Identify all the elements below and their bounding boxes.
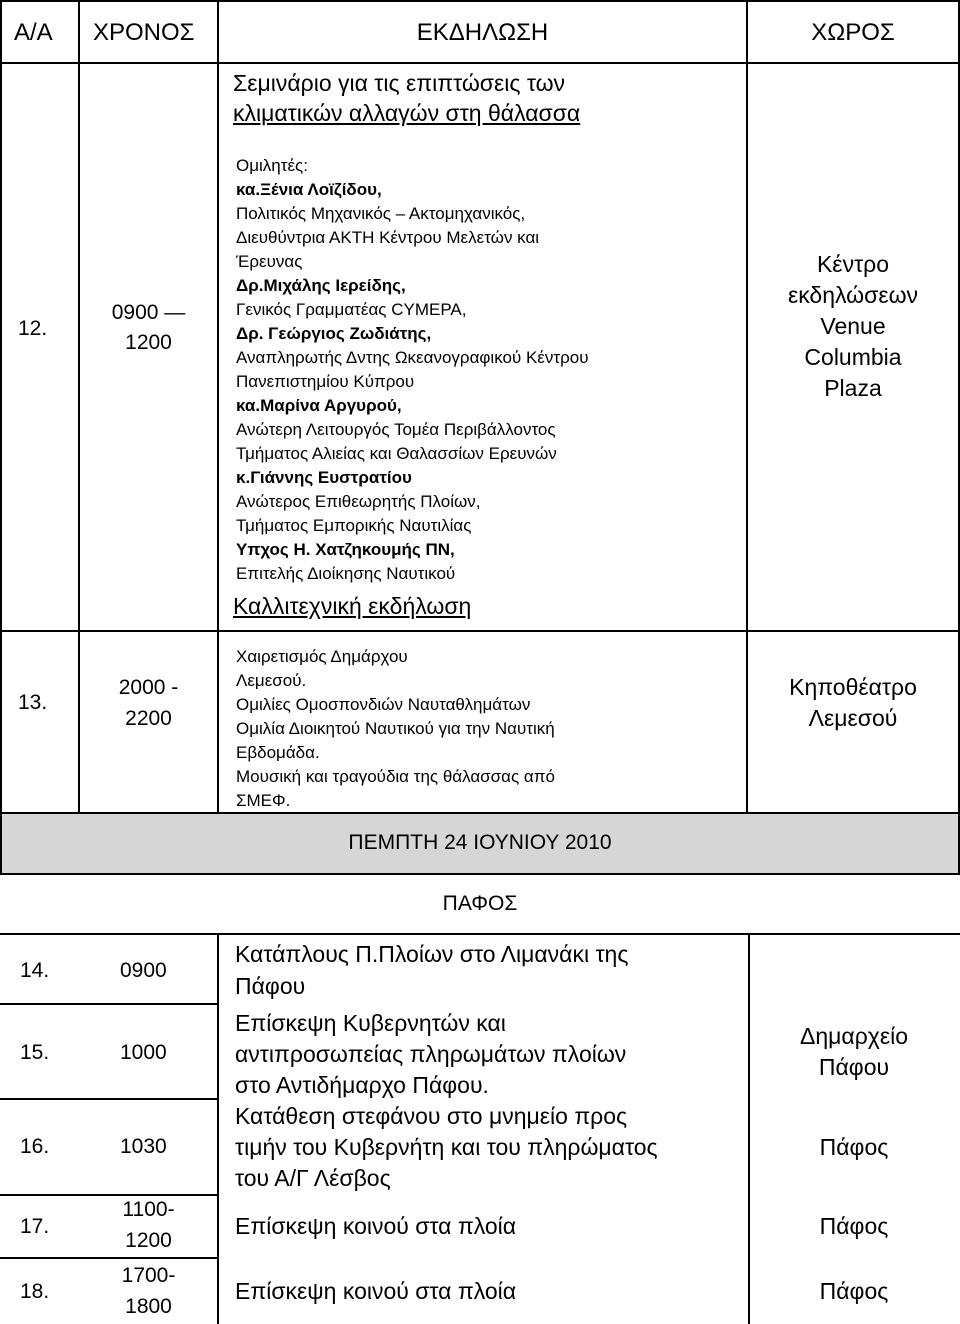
lower-col-divider-1 xyxy=(217,933,219,1324)
row13-line: Χαιρετισμός Δημάρχου xyxy=(236,647,408,666)
row13-place-line: Κηποθέατρο xyxy=(789,674,917,700)
row13-line: Ομιλία Διοικητού Ναυτικού για την Ναυτική xyxy=(236,719,555,738)
row15-place-line: Δημαρχείο xyxy=(799,1023,908,1049)
header-num: Α/Α xyxy=(14,19,53,46)
row15-event-line: αντιπροσωπείας πληρωμάτων πλοίων xyxy=(235,1041,627,1067)
row13-line: Εβδομάδα. xyxy=(236,743,320,762)
day-band-bottom xyxy=(0,873,960,875)
row12-speaker-line: Δρ. Γεώργιος Ζωδιάτης, xyxy=(236,324,432,343)
row12-time-end: 1200 xyxy=(125,331,172,354)
lower-table-top xyxy=(0,933,960,935)
row16-num: 16. xyxy=(20,1135,50,1158)
row12-speakers-label: Ομιλητές: xyxy=(236,156,308,175)
row16-event-line: Κατάθεση στεφάνου στο μνημείο προς xyxy=(235,1103,628,1129)
row-divider-12-13 xyxy=(0,630,960,632)
row12-place-line: Columbia xyxy=(804,344,902,370)
row13-line: Ομιλίες Ομοσπονδιών Ναυταθλημάτων xyxy=(236,695,531,714)
row15-num: 15. xyxy=(20,1041,50,1064)
lower-row-divider-3 xyxy=(0,1194,217,1196)
row12-title-line1: Σεμινάριο για τις επιπτώσεις των xyxy=(233,70,566,96)
header-time: ΧΡΟΝΟΣ xyxy=(93,19,195,46)
row14-time: 0900 xyxy=(120,959,167,982)
row13-place-line: Λεμεσού xyxy=(808,705,898,731)
row12-place-line: Venue xyxy=(820,313,886,339)
row12-speaker-line: Πανεπιστημίου Κύπρου xyxy=(236,372,415,391)
row18-time-start: 1700- xyxy=(121,1264,176,1287)
row17-num: 17. xyxy=(20,1215,50,1238)
day-band-top xyxy=(0,812,960,814)
row12-speaker-line: Γενικός Γραμματέας CYMEPA, xyxy=(236,300,467,319)
row13-title: Καλλιτεχνική εκδήλωση xyxy=(233,593,472,619)
row15-place-line: Πάφου xyxy=(818,1054,890,1080)
row12-num: 12. xyxy=(18,317,48,340)
row15-event-line: Επίσκεψη Κυβερνητών και xyxy=(235,1010,506,1036)
row12-speaker-line: Αναπληρωτής Δντης Ωκεανογραφικού Κέντρου xyxy=(236,348,589,367)
day-header: ΠΕΜΠΤΗ 24 ΙΟΥΝΙΟΥ 2010 xyxy=(348,831,612,854)
row12-speaker-line: Έρευνας xyxy=(236,252,303,271)
row12-speaker-line: Υπχος Η. Χατζηκουμής ΠΝ, xyxy=(236,540,455,559)
row17-time-start: 1100- xyxy=(122,1198,175,1221)
city-header: ΠΑΦΟΣ xyxy=(442,892,518,915)
row14-event-line: Κατάπλους Π.Πλοίων στο Λιμανάκι της xyxy=(235,941,629,967)
row12-speaker-line: Τμήματος Εμπορικής Ναυτιλίας xyxy=(236,516,472,535)
row18-time-end: 1800 xyxy=(125,1295,172,1318)
row12-speaker-line: Τμήματος Αλιείας και Θαλασσίων Ερευνών xyxy=(236,444,557,463)
lower-row-divider-1 xyxy=(0,1003,217,1005)
row13-num: 13. xyxy=(18,691,48,714)
row13-time-start: 2000 - xyxy=(118,676,179,699)
header-place: ΧΩΡΟΣ xyxy=(811,19,895,46)
lower-col-divider-2 xyxy=(748,933,750,1324)
row12-place-line: Plaza xyxy=(824,375,882,401)
row18-event: Επίσκεψη κοινού στα πλοία xyxy=(235,1278,517,1304)
header-event: ΕΚΔΗΛΩΣΗ xyxy=(416,19,549,46)
row12-speaker-line: κ.Γιάννης Ευστρατίου xyxy=(236,468,412,487)
row12-speaker-line: Πολιτικός Μηχανικός – Ακτομηχανικός, xyxy=(236,204,526,223)
row12-speaker-line: Διευθύντρια ΑΚΤΗ Κέντρου Μελετών και xyxy=(236,228,540,247)
row13-time-end: 2200 xyxy=(125,707,172,730)
row16-time: 1030 xyxy=(120,1135,167,1158)
col-divider-2 xyxy=(217,0,219,813)
row12-speaker-line: Ανώτερη Λειτουργός Τομέα Περιβάλλοντος xyxy=(236,420,556,439)
header-divider xyxy=(0,62,960,64)
table-border-left xyxy=(0,0,2,875)
row12-time-start: 0900 — xyxy=(111,301,186,324)
row17-place: Πάφος xyxy=(819,1213,889,1239)
row13-line: Μουσική και τραγούδια της θάλασσας από xyxy=(236,767,555,786)
lower-row-divider-2 xyxy=(0,1098,217,1100)
row12-speaker-line: Ανώτερος Επιθεωρητής Πλοίων, xyxy=(236,492,481,511)
row12-speaker-line: Επιτελής Διοίκησης Ναυτικού xyxy=(236,564,456,583)
row12-speaker-line: Δρ.Μιχάλης Ιερείδης, xyxy=(236,276,406,295)
row13-line: Λεμεσού. xyxy=(236,671,307,690)
row13-line: ΣΜΕΦ. xyxy=(236,791,291,810)
row16-place: Πάφος xyxy=(819,1134,889,1160)
row12-speaker-line: κα.Ξένια Λοϊζίδου, xyxy=(236,180,382,199)
row14-num: 14. xyxy=(20,959,50,982)
row14-event-line: Πάφου xyxy=(235,973,306,999)
row17-event: Επίσκεψη κοινού στα πλοία xyxy=(235,1213,517,1239)
row12-place-line: Κέντρο xyxy=(816,251,890,277)
row17-time-end: 1200 xyxy=(125,1229,172,1252)
row12-place-line: εκδηλώσεων xyxy=(787,282,919,308)
row15-event-line: στο Αντιδήμαρχο Πάφου. xyxy=(235,1072,489,1098)
row15-time: 1000 xyxy=(120,1041,167,1064)
row18-num: 18. xyxy=(20,1280,50,1303)
row18-place: Πάφος xyxy=(819,1278,889,1304)
row16-event-line: τιμήν του Κυβερνήτη και του πληρώματος xyxy=(235,1134,658,1160)
table-border-top xyxy=(0,0,960,2)
lower-row-divider-4 xyxy=(0,1257,217,1259)
row16-event-line: του Α/Γ Λέσβος xyxy=(235,1165,391,1191)
row12-speaker-line: κα.Μαρίνα Αργυρού, xyxy=(236,396,402,415)
row12-title-line2: κλιματικών αλλαγών στη θάλασσα xyxy=(233,100,581,126)
